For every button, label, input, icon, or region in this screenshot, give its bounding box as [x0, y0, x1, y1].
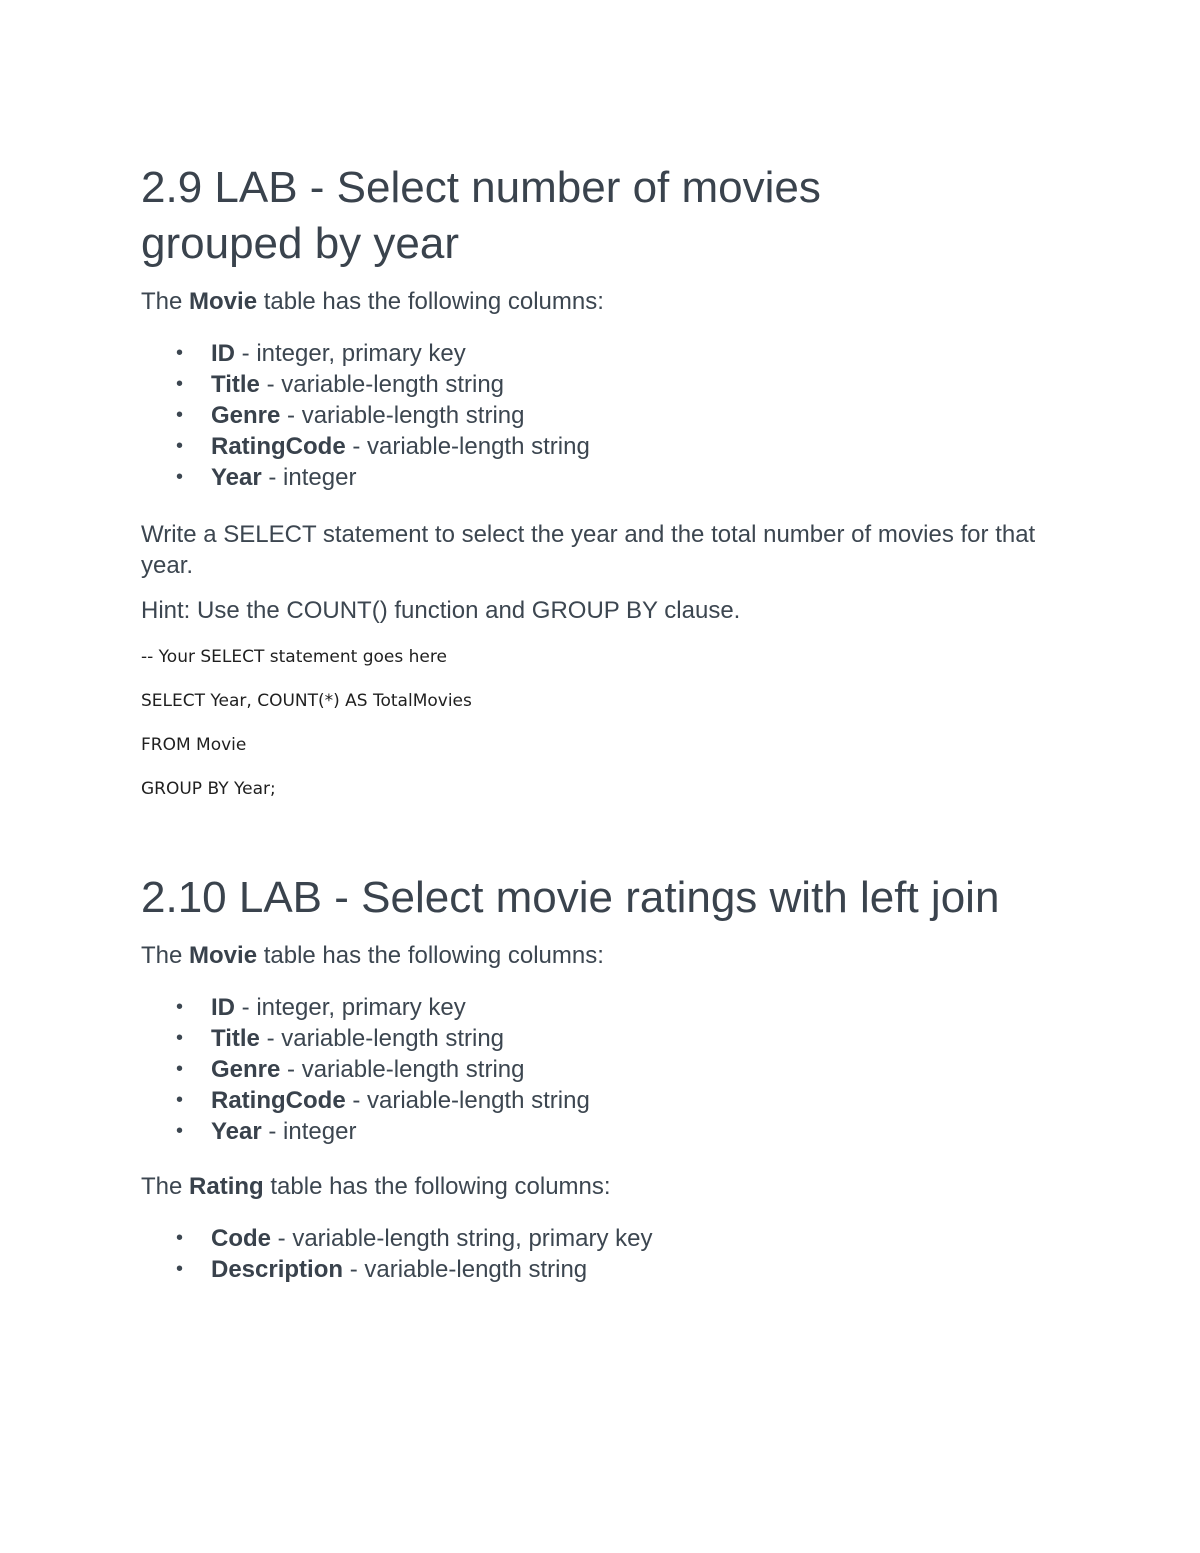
column-name: RatingCode [211, 1087, 346, 1114]
bullet-icon: • [176, 1120, 184, 1142]
code-line-select: SELECT Year, COUNT(*) AS TotalMovies [141, 691, 472, 711]
section-title: 2.9 LAB - Select number of movies grouped by year [141, 163, 821, 268]
bullet-icon: • [176, 373, 184, 395]
bullet-icon: • [176, 1058, 184, 1080]
code-comment: -- Your SELECT statement goes here [141, 647, 447, 667]
column-desc: - variable-length string [345, 433, 590, 460]
bullet-icon: • [176, 996, 184, 1018]
intro-prefix: The [141, 942, 190, 969]
code-line-from: FROM Movie [141, 735, 247, 755]
section-2-9 [141, 160, 1061, 800]
column-name: Description [211, 1256, 344, 1283]
bullet-icon: • [176, 435, 184, 457]
hint-text: Hint: Use the COUNT() function and GROUP BY clause. [141, 597, 741, 624]
list-item [141, 400, 1061, 431]
column-desc: - variable-length string [259, 371, 505, 398]
column-name: Title [211, 1025, 260, 1052]
list-item [141, 431, 1061, 462]
column-desc: - variable-length string [280, 1056, 525, 1083]
column-desc: - integer, primary key [235, 340, 466, 367]
list-item [141, 338, 1061, 369]
column-desc: - integer, primary key [235, 994, 466, 1021]
movie-columns-list [141, 992, 1061, 1147]
list-item [141, 369, 1061, 400]
column-name: Year [211, 464, 262, 491]
intro-suffix: table has the following columns: [257, 942, 604, 969]
section-title: 2.10 LAB - Select movie ratings with left join [141, 873, 1000, 922]
column-desc: - integer [261, 1118, 357, 1145]
table-name: Rating [189, 1173, 264, 1200]
list-item [141, 1116, 1061, 1147]
list-item [141, 462, 1061, 493]
column-desc: - variable-length string [259, 1025, 505, 1052]
bullet-icon: • [176, 342, 184, 364]
column-desc: - variable-length string [343, 1256, 588, 1283]
list-item [141, 1054, 1061, 1085]
column-name: Genre [211, 402, 281, 429]
column-name: RatingCode [211, 433, 346, 460]
intro-prefix: The [141, 1173, 190, 1200]
movie-table-intro [141, 286, 1061, 318]
bullet-icon: • [176, 466, 184, 488]
intro-prefix: The [141, 288, 190, 315]
rating-columns-list [141, 1223, 1061, 1285]
column-name: Year [211, 1118, 262, 1145]
bullet-icon: • [176, 1089, 184, 1111]
code-line-group-by: GROUP BY Year; [141, 779, 276, 799]
rating-table-intro [141, 1171, 1061, 1203]
column-desc: - variable-length string, primary key [271, 1225, 653, 1252]
column-name: Title [211, 371, 260, 398]
bullet-icon: • [176, 1027, 184, 1049]
bullet-icon: • [176, 1227, 184, 1249]
table-name: Movie [189, 942, 258, 969]
column-name: Genre [211, 1056, 281, 1083]
list-item [141, 992, 1061, 1023]
bullet-icon: • [176, 404, 184, 426]
intro-suffix: table has the following columns: [263, 1173, 611, 1200]
list-item [141, 1223, 1061, 1254]
section-2-10 [141, 870, 1061, 1285]
list-item [141, 1085, 1061, 1116]
column-desc: - variable-length string [280, 402, 525, 429]
column-desc: - integer [261, 464, 357, 491]
table-name: Movie [189, 288, 258, 315]
column-name: ID [211, 994, 235, 1021]
movie-table-intro [141, 940, 1061, 972]
movie-columns-list [141, 338, 1061, 493]
intro-suffix: table has the following columns: [257, 288, 604, 315]
task-description: Write a SELECT statement to select the year and the total number of movies for that year. [141, 521, 1036, 579]
list-item [141, 1254, 1061, 1285]
list-item [141, 1023, 1061, 1054]
column-name: ID [211, 340, 235, 367]
bullet-icon: • [176, 1258, 184, 1280]
column-name: Code [211, 1225, 271, 1252]
column-desc: - variable-length string [345, 1087, 590, 1114]
